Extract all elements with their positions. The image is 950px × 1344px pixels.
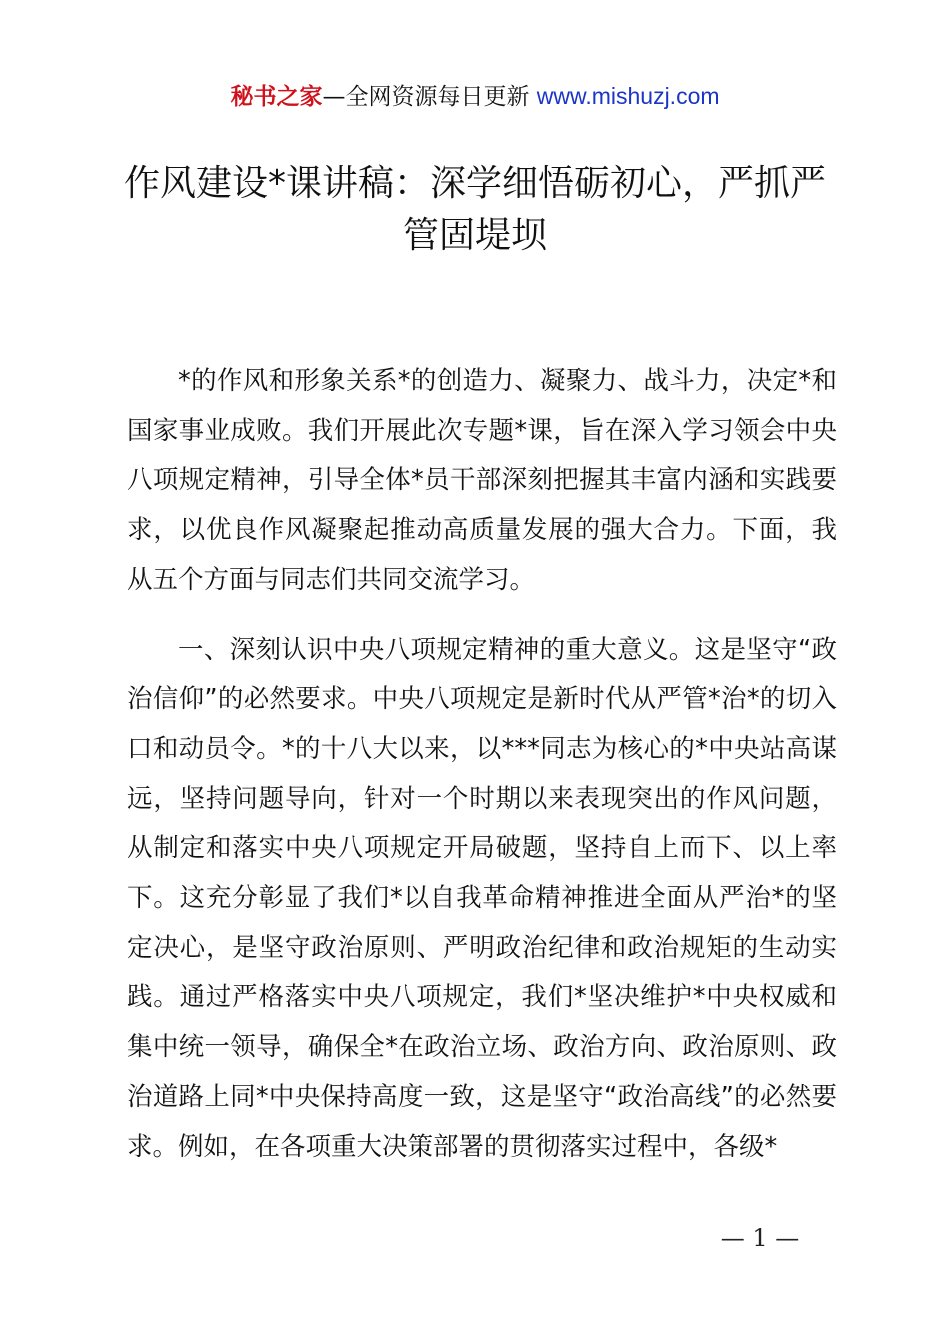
site-header	[0, 80, 950, 113]
brand-name: 秘书之家	[230, 84, 323, 110]
body-paragraph: *的作风和形象关系*的创造力、凝聚力、战斗力，决定*和国家事业成败。我们开展此次专题*课，旨在深入学习领会中央八项规定精神，引导全体*员干部深刻把握其丰富内涵和实践要求，以优良作风凝聚起推动高质量发展的强大合力。下面，我从五个方面与同志们共同交流学习。	[127, 366, 837, 595]
header-url-link[interactable]: www.mishuzj.com	[536, 83, 720, 109]
document-title: 作风建设*课讲稿：深学细悟砺初心，严抓严管固堤坝	[123, 163, 826, 256]
document-body	[127, 357, 837, 1172]
header-tagline: —全网资源每日更新	[322, 84, 537, 110]
body-paragraph: 一、深刻认识中央八项规定精神的重大意义。这是坚守“政治信仰”的必然要求。中央八项规定是新时代从严管*治*的切入口和动员令。*的十八大以来，以***同志为核心的*中央站高谋远，坚持问题导向，针对一个时期以来表现突出的作风问题，从制定和落实中央八项规定开局破题，坚持自上而下、以上率下。这充分彰显了我们*以自我革命精神推进全面从严治*的坚定决心，是坚守政治原则、严明政治纪律和政治规矩的生动实践。通过严格落实中央八项规定，我们*坚决维护*中央权威和集中统一领导，确保全*在政治立场、政治方向、政治原则、政治道路上同*中央保持高度一致，这是坚守“政治高线”的必然要求。例如，在各项重大决策部署的贯彻落实过程中，各级*	[127, 634, 837, 1162]
page-number: — 1 —	[720, 1224, 800, 1252]
